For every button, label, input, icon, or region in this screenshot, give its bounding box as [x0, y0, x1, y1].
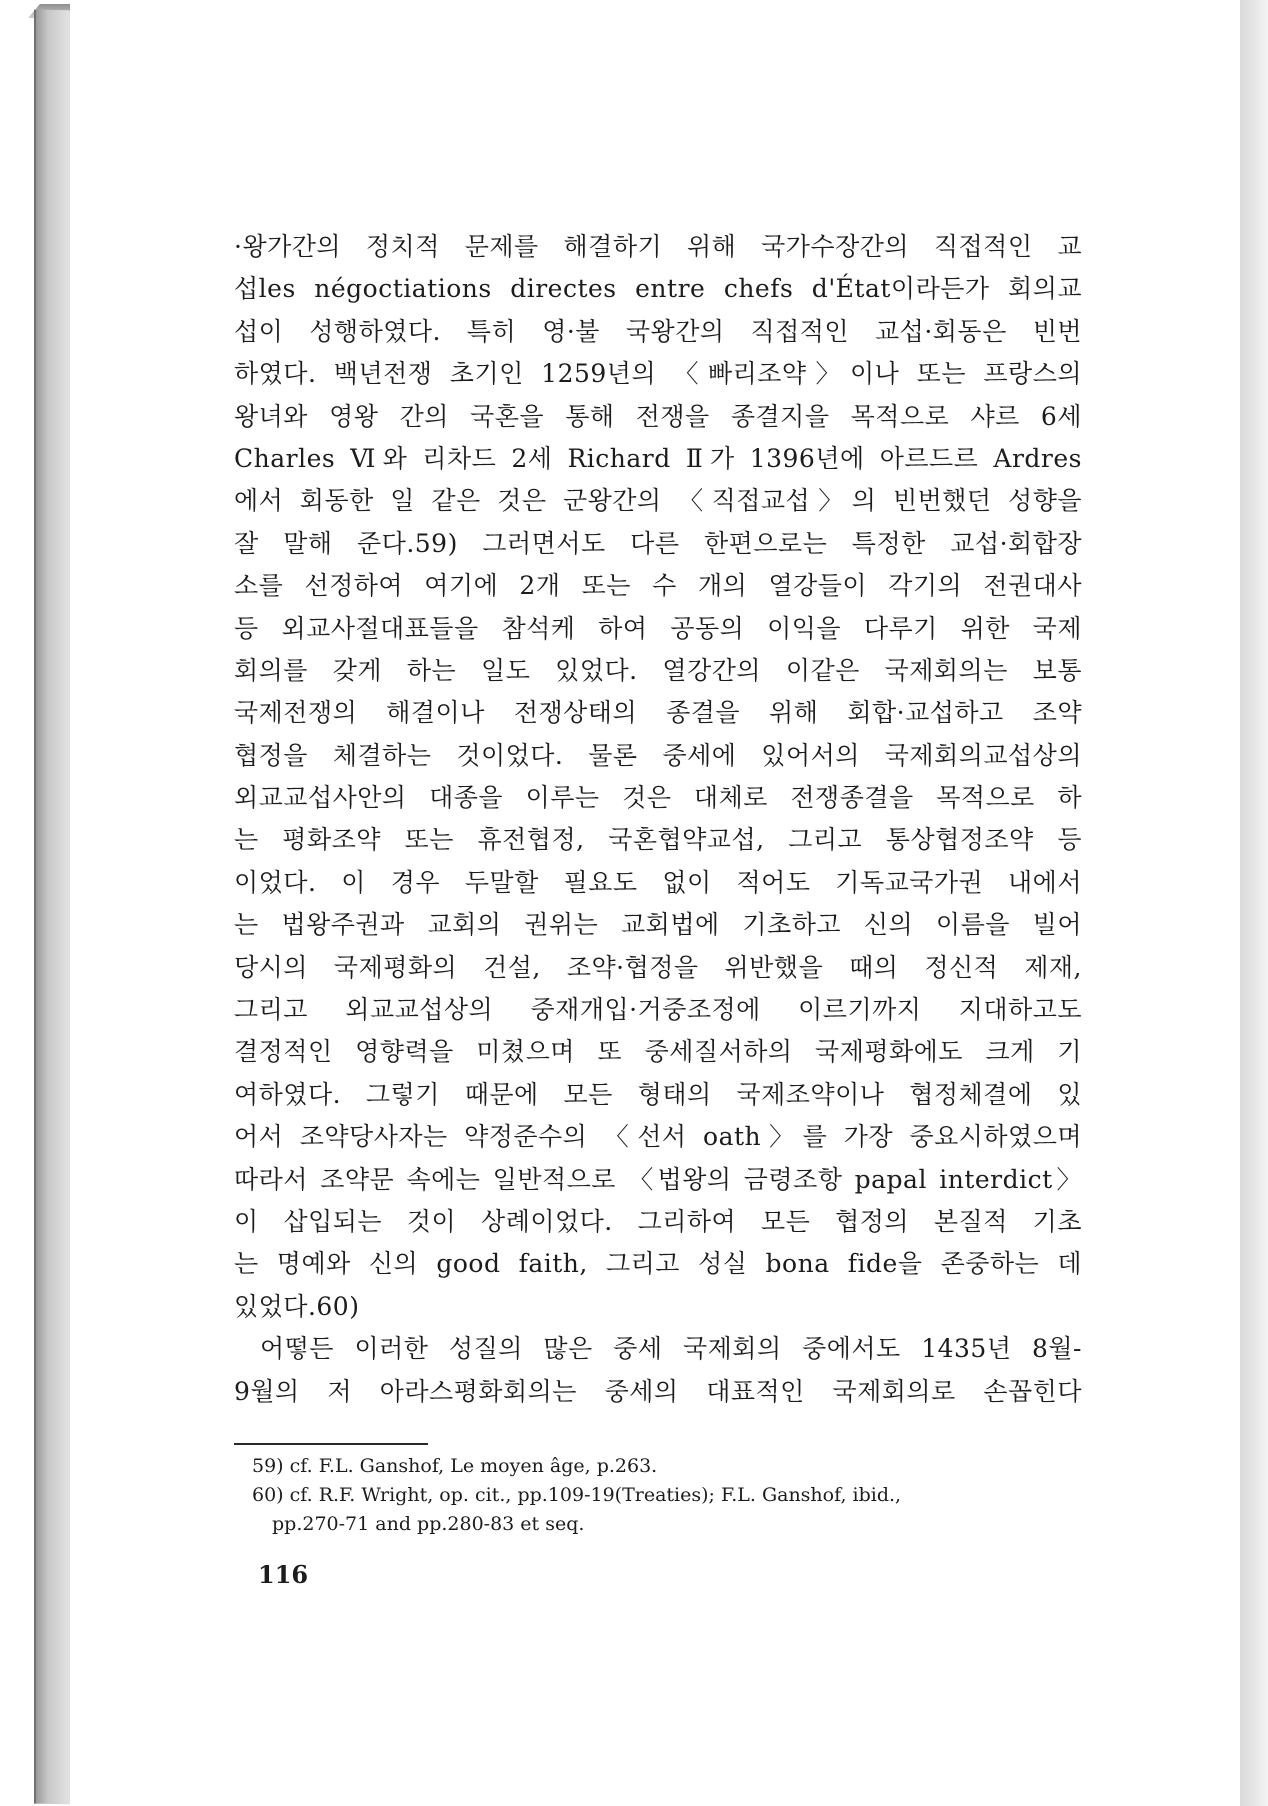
page-shadow: [1240, 0, 1268, 1806]
body-line: Charles Ⅵ와 리차드 2세 Richard Ⅱ가 1396년에 아르드르 Ardres: [234, 443, 1082, 473]
footnotes: [252, 1452, 1082, 1539]
footnote-59: 59) cf. F.L. Ganshof, Le moyen âge, p.263.: [252, 1455, 658, 1477]
body-line: 국제전쟁의 해결이나 전쟁상태의 종결을 위해 회합·교섭하고 조약: [234, 698, 1082, 728]
body-line: ·왕가간의 정치적 문제를 해결하기 위해 국가수장간의 직접적인 교: [234, 232, 1082, 261]
body-line: 이 삽입되는 것이 상례이었다. 그리하여 모든 협정의 본질적 기초: [234, 1206, 1082, 1236]
body-line: 9월의 저 아라스평화회의는 중세의 대표적인 국제회의로 손꼽힌다: [234, 1376, 1082, 1406]
body-line: 그리고 외교교섭상의 중재개입·거중조정에 이르기까지 지대하고도: [234, 995, 1082, 1025]
body-line: 협정을 체결하는 것이었다. 물론 중세에 있어서의 국제회의교섭상의: [234, 740, 1082, 770]
body-line: 에서 회동한 일 같은 것은 군왕간의 〈직접교섭〉의 빈번했던 성향을: [234, 486, 1082, 516]
body-line: 결정적인 영향력을 미쳤으며 또 중세질서하의 국제평화에도 크게 기: [234, 1037, 1082, 1067]
body-line: 여하였다. 그렇기 때문에 모든 형태의 국제조약이나 협정체결에 있: [234, 1079, 1082, 1109]
body-line: 섭les négoctiations directes entre chefs d'État이라든가 회의교: [234, 274, 1082, 304]
body-line: 는 법왕주권과 교회의 권위는 교회법에 기초하고 신의 이름을 빌어: [234, 910, 1082, 940]
body-line: 소를 선정하여 여기에 2개 또는 수 개의 열강들이 각기의 전권대사: [234, 571, 1082, 601]
footnote-divider: [234, 1443, 428, 1445]
body-text: [234, 226, 1082, 1413]
footnote-60: 60) cf. R.F. Wright, op. cit., pp.109-19(Treaties); F.L. Ganshof, ibid.,: [252, 1484, 902, 1506]
body-line: 당시의 국제평화의 건설, 조약·협정을 위반했을 때의 정신적 제재,: [234, 952, 1082, 982]
body-line: 어서 조약당사자는 약정준수의 〈선서 oath〉를 가장 중요시하였으며: [234, 1122, 1082, 1152]
body-line: 이었다. 이 경우 두말할 필요도 없이 적어도 기독교국가권 내에서: [234, 867, 1082, 897]
body-line: 있었다.60): [234, 1291, 360, 1321]
body-line: 는 평화조약 또는 휴전협정, 국혼협약교섭, 그리고 통상협정조약 등: [234, 825, 1082, 855]
body-line: 왕녀와 영왕 간의 국혼을 통해 전쟁을 종결지을 목적으로 샤르 6세: [234, 401, 1082, 431]
body-line: 외교교섭사안의 대종을 이루는 것은 대체로 전쟁종결을 목적으로 하: [234, 783, 1082, 813]
body-line: 따라서 조약문 속에는 일반적으로 〈법왕의 금령조항 papal interdict〉: [234, 1164, 1082, 1194]
body-line: 어떻든 이러한 성질의 많은 중세 국제회의 중에서도 1435년 8월-: [260, 1334, 1082, 1364]
body-line: 는 명예와 신의 good faith, 그리고 성실 bona fide을 존중하는 데: [234, 1249, 1082, 1279]
body-line: 잘 말해 준다.59) 그러면서도 다른 한편으로는 특정한 교섭·회합장: [234, 528, 1082, 558]
body-line: 하였다. 백년전쟁 초기인 1259년의 〈빠리조약〉이나 또는 프랑스의: [234, 359, 1082, 389]
book-page-edge: [34, 10, 72, 1805]
body-line: 회의를 갖게 하는 일도 있었다. 열강간의 이같은 국제회의는 보통: [234, 655, 1082, 685]
page-number: 116: [258, 1560, 309, 1589]
body-line: 등 외교사절대표들을 참석케 하여 공동의 이익을 다루기 위한 국제: [234, 613, 1082, 643]
footnote-60-continued: pp.270-71 and pp.280-83 et seq.: [272, 1513, 585, 1535]
body-line: 섭이 성행하였다. 특히 영·불 국왕간의 직접적인 교섭·회동은 빈번: [234, 316, 1082, 346]
